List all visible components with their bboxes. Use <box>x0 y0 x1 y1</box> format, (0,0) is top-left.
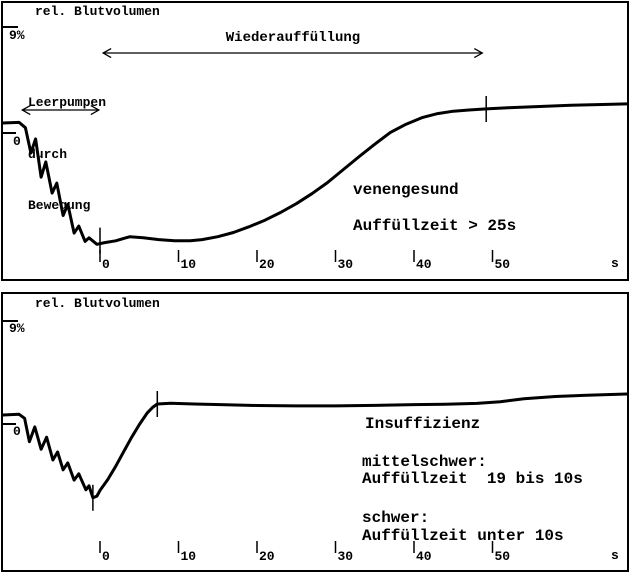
pump-phase-label <box>28 58 106 250</box>
x-tick-label: 50 <box>494 549 511 564</box>
pump-phase-label-line3: Bewegung <box>28 198 91 214</box>
x-tick-label: 20 <box>259 549 275 564</box>
x-unit-label: s <box>611 548 619 563</box>
x-tick-label: 30 <box>337 257 354 272</box>
y-max-label: 9% <box>9 28 25 43</box>
x-tick-label: 0 <box>102 549 110 564</box>
x-tick-label: 10 <box>180 257 197 272</box>
panel-healthy-veins <box>1 1 629 281</box>
severity-moderate-value: Auffüllzeit 19 bis 10s <box>362 470 583 488</box>
pump-phase-label-line2: durch <box>28 146 68 162</box>
diagnosis-label: venengesund <box>353 181 459 199</box>
x-tick-label: 30 <box>337 549 354 564</box>
x-tick-label: 40 <box>416 549 432 564</box>
refill-time-note: Auffüllzeit > 25s <box>353 217 517 235</box>
x-tick-label: 50 <box>494 257 511 272</box>
panel-venous-insufficiency <box>1 292 629 572</box>
severity-severe-value: Auffüllzeit unter 10s <box>362 527 564 545</box>
refill-arrow-label: Wiederauffüllung <box>225 30 361 46</box>
x-tick-label: 40 <box>416 257 432 272</box>
diagnosis-label: Insuffizienz <box>365 415 481 433</box>
y-zero-label: 0 <box>13 134 21 149</box>
severity-moderate-label: mittelschwer: <box>362 453 487 471</box>
y-max-label: 9% <box>9 321 25 336</box>
x-tick-label: 0 <box>102 257 110 272</box>
x-tick-label: 20 <box>259 257 275 272</box>
severity-severe-label: schwer: <box>362 509 430 527</box>
x-unit-label: s <box>611 256 619 271</box>
x-tick-label: 10 <box>180 549 197 564</box>
y-zero-label: 0 <box>13 424 21 439</box>
pump-phase-label-line1: Leerpumpen <box>28 94 107 110</box>
axis-title: rel. Blutvolumen <box>35 296 160 311</box>
axis-title: rel. Blutvolumen <box>35 4 160 19</box>
